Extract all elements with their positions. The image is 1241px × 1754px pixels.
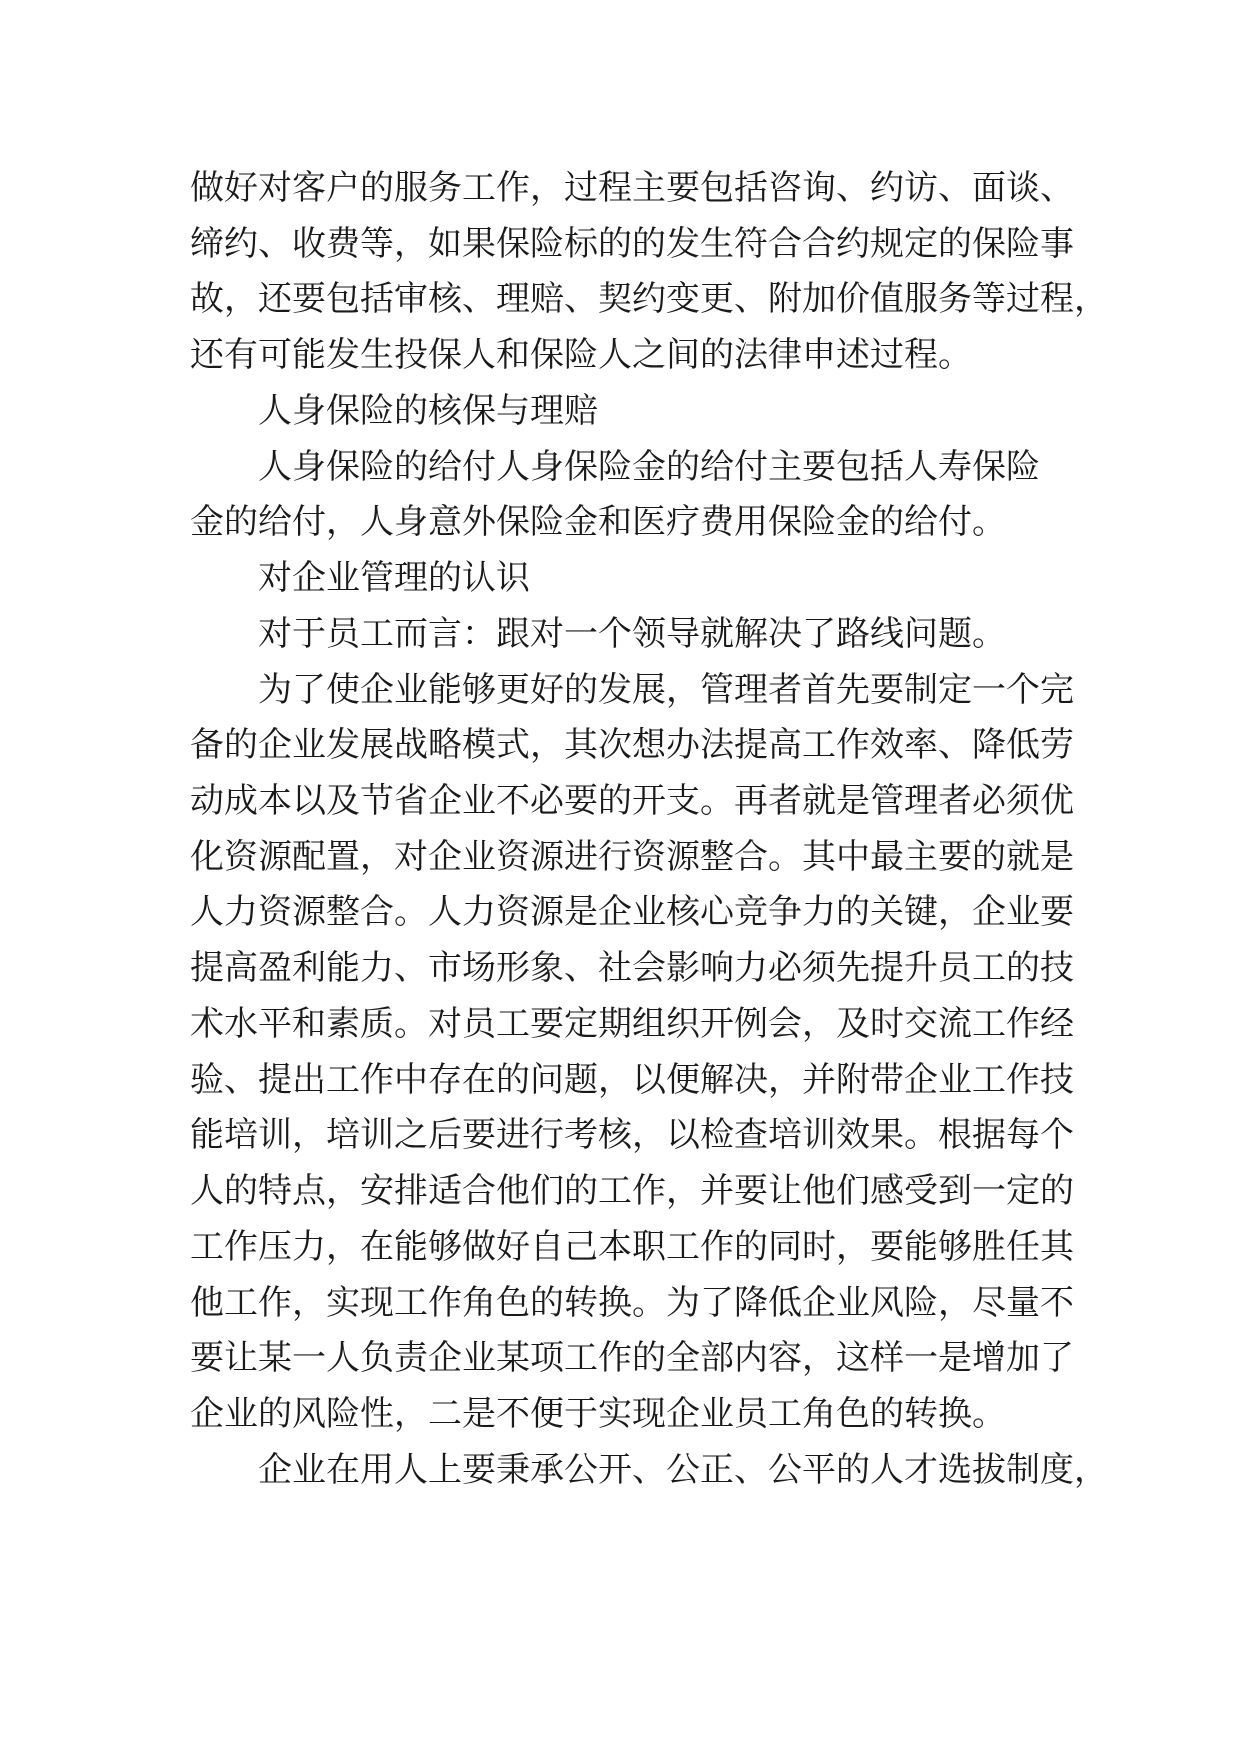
text-line: 他工作，实现工作角色的转换。为了降低企业风险，尽量不 [190, 1283, 1074, 1323]
text-line: 能培训，培训之后要进行考核，以检查培训效果。根据每个 [190, 1115, 1074, 1155]
text-line: 人身保险的给付人身保险金的给付主要包括人寿保险 [258, 447, 1040, 487]
text-line: 还有可能发生投保人和保险人之间的法律申述过程。 [190, 335, 972, 375]
text-line: 对于员工而言：跟对一个领导就解决了路线问题。 [258, 614, 1006, 654]
text-line: 要让某一人负责企业某项工作的全部内容，这样一是增加了 [190, 1338, 1074, 1378]
text-line: 提高盈利能力、市场形象、社会影响力必须先提升员工的技 [190, 948, 1074, 988]
text-line: 缔约、收费等，如果保险标的的发生符合合约规定的保险事 [190, 224, 1074, 264]
text-line: 为了使企业能够更好的发展，管理者首先要制定一个完 [258, 670, 1074, 710]
text-line: 术水平和素质。对员工要定期组织开例会，及时交流工作经 [190, 1004, 1074, 1044]
text-line: 人力资源整合。人力资源是企业核心竞争力的关键，企业要 [190, 892, 1074, 932]
text-line: 做好对客户的服务工作，过程主要包括咨询、约访、面谈、 [190, 168, 1074, 208]
text-line: 动成本以及节省企业不必要的开支。再者就是管理者必须优 [190, 781, 1074, 821]
text-line: 人的特点，安排适合他们的工作，并要让他们感受到一定的 [190, 1171, 1074, 1211]
text-line: 备的企业发展战略模式，其次想办法提高工作效率、降低劳 [190, 725, 1074, 765]
text-line: 工作压力，在能够做好自己本职工作的同时，要能够胜任其 [190, 1227, 1074, 1267]
text-line: 企业的风险性，二是不便于实现企业员工角色的转换。 [190, 1394, 1006, 1434]
text-line: 验、提出工作中存在的问题，以便解决，并附带企业工作技 [190, 1060, 1074, 1100]
text-line: 故，还要包括审核、理赔、契约变更、附加价值服务等过程， [190, 279, 1108, 319]
text-line: 化资源配置，对企业资源进行资源整合。其中最主要的就是 [190, 837, 1074, 877]
section-heading: 人身保险的核保与理赔 [258, 391, 598, 431]
section-heading: 对企业管理的认识 [258, 558, 530, 598]
text-line: 金的给付，人身意外保险金和医疗费用保险金的给付。 [190, 502, 1006, 542]
text-line: 企业在用人上要秉承公开、公正、公平的人才选拔制度， [258, 1450, 1108, 1490]
